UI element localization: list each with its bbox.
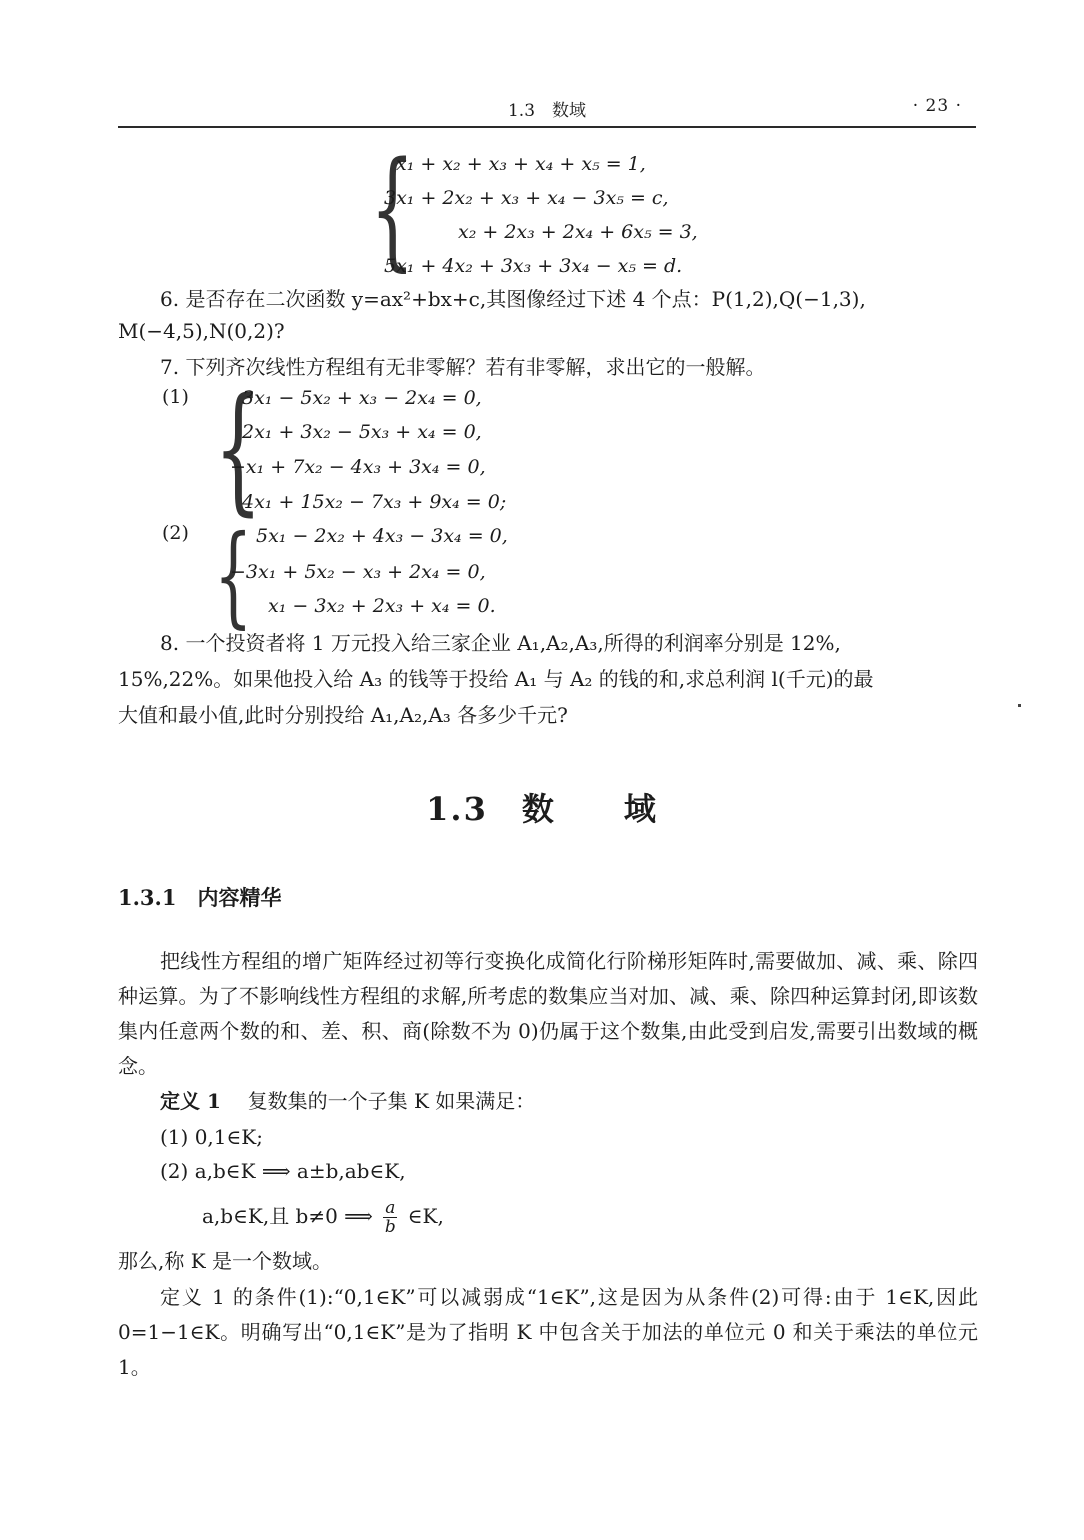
remark-paragraph: 定义 1 的条件(1):“0,1∈K”可以减弱成“1∈K”,这是因为从条件(2)可得:由于 1∈K,因此 0=1−1∈K。明确写出“0,1∈K”是为了指明 K 中包含关于加法的单位元 0 和关于乘法的单位元 1。	[118, 1285, 978, 1379]
condition-2: (2) a,b∈K ⟹ a±b,ab∈K,	[160, 1159, 406, 1183]
definition-text: 复数集的一个子集 K 如果满足：	[247, 1089, 536, 1113]
equation-line: 4x₁ + 15x₂ − 7x₃ + 9x₄ = 0;	[242, 491, 507, 513]
intro-paragraph: 把线性方程组的增广矩阵经过初等行变换化成简化行阶梯形矩阵时,需要做加、减、乘、除四种运算。为了不影响线性方程组的求解,所考虑的数集应当对加、减、乘、除四种运算封闭,即该数集内任意两个数的和、差、积、商(除数不为 0)仍属于这个数集,由此受到启发,需要引出数域的概念。	[118, 949, 978, 1078]
equation-line: 3x₁ + 2x₂ + x₃ + x₄ − 3x₅ = c,	[384, 187, 669, 209]
problem-6-line-1: 6. 是否存在二次函数 y=ax²+bx+c,其图像经过下述 4 个点：P(1,2),Q(−1,3),	[160, 287, 866, 311]
problem-7-text: 7. 下列齐次线性方程组有无非零解？若有非零解，求出它的一般解。	[160, 355, 766, 379]
problem-8-line-1: 8. 一个投资者将 1 万元投入给三家企业 A₁,A₂,A₃,所得的利润率分别是 12%,	[160, 631, 841, 655]
equation-line: x₂ + 2x₃ + 2x₄ + 6x₅ = 3,	[458, 221, 698, 243]
system-brace-part1: {	[214, 368, 263, 529]
definition-label: 定义 1	[160, 1089, 221, 1113]
equation-line: −x₁ + 7x₂ − 4x₃ + 3x₄ = 0,	[230, 456, 486, 478]
condition-1: (1) 0,1∈K;	[160, 1125, 263, 1149]
subsection-title: 1.3.1 内容精华	[118, 885, 282, 910]
equation-line: 5x₁ + 4x₂ + 3x₃ + 3x₄ − x₅ = d.	[384, 255, 683, 277]
running-header	[118, 94, 976, 128]
fraction-denominator: b	[384, 1217, 396, 1237]
equation-line: x₁ − 3x₂ + 2x₃ + x₄ = 0.	[268, 595, 496, 617]
equation-line: 3x₁ − 5x₂ + x₃ − 2x₄ = 0,	[242, 387, 482, 409]
definition-1	[160, 1088, 535, 1114]
scan-speck	[1018, 704, 1021, 707]
section-title: 1.3 数 域	[426, 790, 658, 828]
definition-conclusion: 那么,称 K 是一个数域。	[118, 1249, 333, 1273]
fraction-numerator: a	[385, 1198, 396, 1218]
condition-3-pre: a,b∈K,且 b≠0 ⟹	[202, 1204, 373, 1228]
condition-3-post: ∈K,	[407, 1204, 444, 1228]
fraction-a-over-b	[383, 1199, 397, 1236]
system-brace-part2: {	[214, 511, 253, 639]
problem-8-line-3: 大值和最小值,此时分别投给 A₁,A₂,A₃ 各多少千元?	[118, 703, 568, 727]
page-number: · 23 ·	[912, 96, 962, 116]
header-section-title: 1.3 数域	[507, 101, 587, 121]
problem-6-line-2: M(−4,5),N(0,2)?	[118, 319, 285, 343]
equation-line: x₁ + x₂ + x₃ + x₄ + x₅ = 1,	[396, 153, 646, 175]
equation-line: 2x₁ + 3x₂ − 5x₃ + x₄ = 0,	[242, 421, 482, 443]
part-2-label: (2)	[162, 522, 189, 544]
problem-8-line-2: 15%,22%。如果他投入给 A₃ 的钱等于投给 A₁ 与 A₂ 的钱的和,求总利润 l(千元)的最	[118, 667, 874, 691]
equation-line: 5x₁ − 2x₂ + 4x₃ − 3x₄ = 0,	[256, 525, 508, 547]
equation-line: −3x₁ + 5x₂ − x₃ + 2x₄ = 0,	[230, 561, 486, 583]
condition-3	[202, 1196, 444, 1236]
part-1-label: (1)	[162, 386, 189, 408]
system-brace-top: {	[370, 135, 415, 284]
